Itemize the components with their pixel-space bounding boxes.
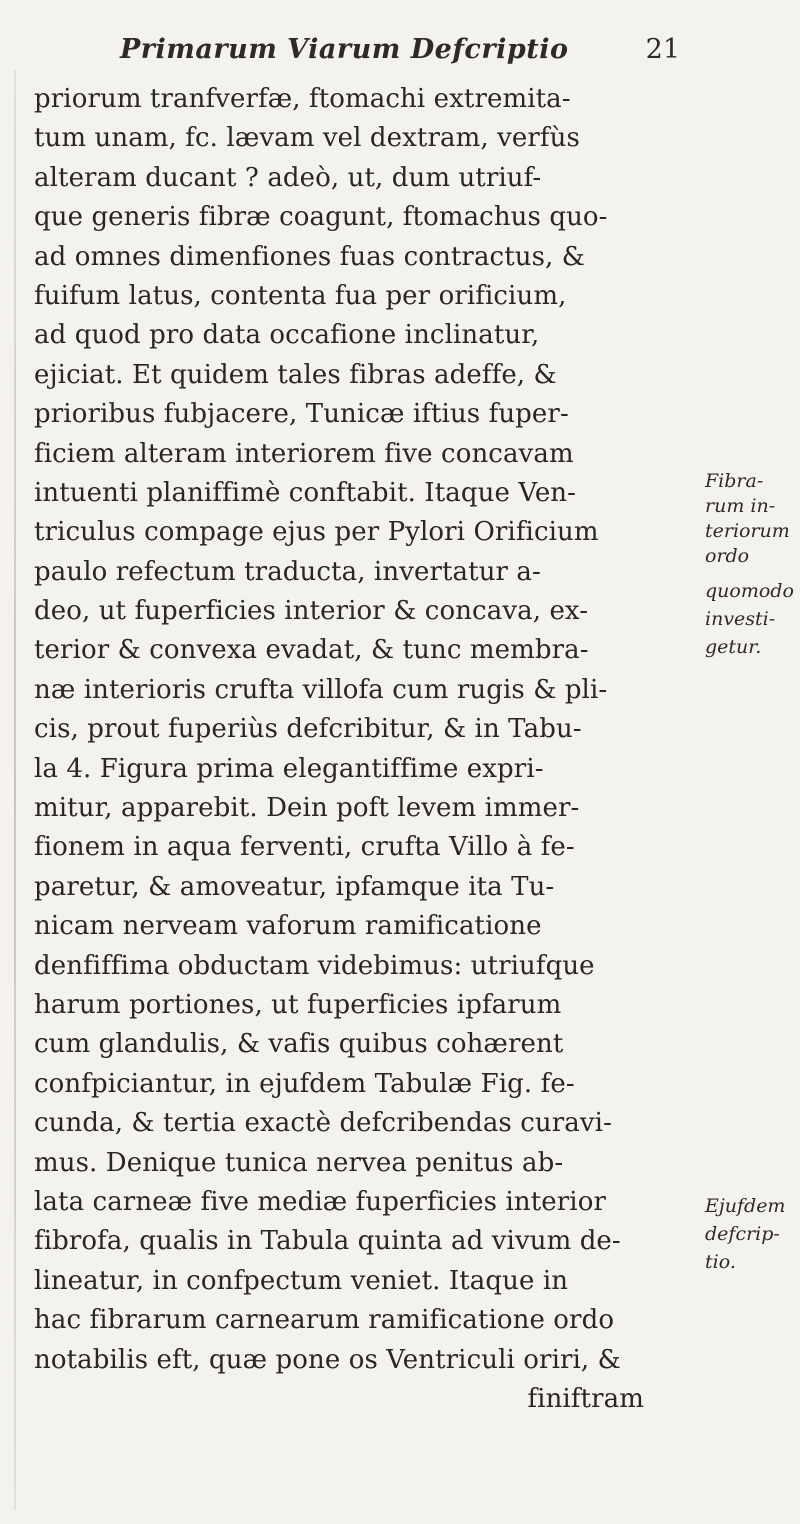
- margin-note-line: ordo: [705, 545, 750, 567]
- text-line: fibrofa, qualis in Tabula quinta ad vivum de-: [34, 1226, 621, 1257]
- text-line: paulo refectum traducta, invertatur a-: [34, 556, 541, 587]
- text-line: lata carneæ five mediæ fuperficies interior: [34, 1186, 606, 1217]
- text-line: confpiciantur, in ejufdem Tabulæ Fig. fe-: [34, 1068, 575, 1099]
- margin-note-line: rum in-: [705, 495, 776, 517]
- text-line: denfiffima obductam videbimus: utriufque: [34, 950, 595, 981]
- text-line: alteram ducant ? adeò, ut, dum utriuf-: [34, 162, 542, 193]
- binding-gutter: [14, 70, 16, 1510]
- text-line: intuenti planiffimè conftabit. Itaque Ven-: [34, 477, 577, 508]
- text-line: fuifum latus, contenta fua per orificium,: [34, 280, 567, 311]
- text-line: cum glandulis, & vafis quibus cohærent: [34, 1029, 564, 1060]
- running-title: Primarum Viarum Defcriptio: [120, 34, 569, 65]
- text-line: triculus compage ejus per Pylori Orificium: [34, 517, 599, 548]
- text-line: fionem in aqua ferventi, crufta Villo à fe-: [34, 832, 575, 863]
- text-line: la 4. Figura prima elegantiffime expri-: [34, 753, 544, 784]
- text-line: cunda, & tertia exactè defcribendas curavi-: [34, 1108, 612, 1139]
- text-line: ficiem alteram interiorem five concavam: [34, 438, 574, 469]
- margin-note-line: quomodo: [705, 580, 794, 602]
- text-line: lineatur, in confpectum veniet. Itaque in: [34, 1265, 569, 1296]
- margin-note-line: teriorum: [705, 520, 790, 542]
- text-line: mus. Denique tunica nervea penitus ab-: [34, 1147, 564, 1178]
- margin-note-line: tio.: [705, 1251, 736, 1273]
- text-line: que generis fibræ coagunt, ftomachus quo-: [34, 202, 608, 233]
- margin-note-line: investi-: [705, 608, 776, 630]
- text-line: notabilis eft, quæ pone os Ventriculi oriri, &: [34, 1344, 621, 1375]
- text-line: mitur, apparebit. Dein poft levem immer-: [34, 793, 580, 824]
- text-line: paretur, & amoveatur, ipfamque ita Tu-: [34, 871, 555, 902]
- margin-note-line: defcrip-: [705, 1223, 780, 1245]
- text-line: nicam nerveam vaforum ramificatione: [34, 911, 542, 942]
- text-line: hac fibrarum carnearum ramificatione ordo: [34, 1305, 615, 1336]
- page-number: 21: [645, 34, 680, 65]
- body-text: [34, 80, 714, 1419]
- text-line: næ interioris crufta villofa cum rugis & pli-: [34, 674, 608, 705]
- text-line: terior & convexa evadat, & tunc membra-: [34, 635, 589, 666]
- text-line: prioribus fubjacere, Tunicæ iftius fuper-: [34, 399, 569, 430]
- text-line: priorum tranfverfæ, ftomachi extremita-: [34, 84, 571, 114]
- margin-note-line: getur.: [705, 636, 762, 658]
- margin-note-line: Fibra-: [705, 470, 764, 492]
- text-line: ad quod pro data occafione inclinatur,: [34, 320, 540, 351]
- text-line: tum unam, fc. lævam vel dextram, verfùs: [34, 123, 580, 154]
- catchword: finiftram: [527, 1383, 644, 1414]
- text-line: ejiciat. Et quidem tales fibras adeffe, &: [34, 359, 557, 390]
- text-line: cis, prout fuperiùs defcribitur, & in Tabu-: [34, 714, 582, 745]
- text-line: ad omnes dimenfiones fuas contractus, &: [34, 241, 586, 272]
- margin-note-line: Ejufdem: [705, 1195, 786, 1217]
- text-line: deo, ut fuperficies interior & concava, ex-: [34, 596, 589, 627]
- page-header: [120, 34, 680, 74]
- text-line: harum portiones, ut fuperficies ipfarum: [34, 989, 562, 1020]
